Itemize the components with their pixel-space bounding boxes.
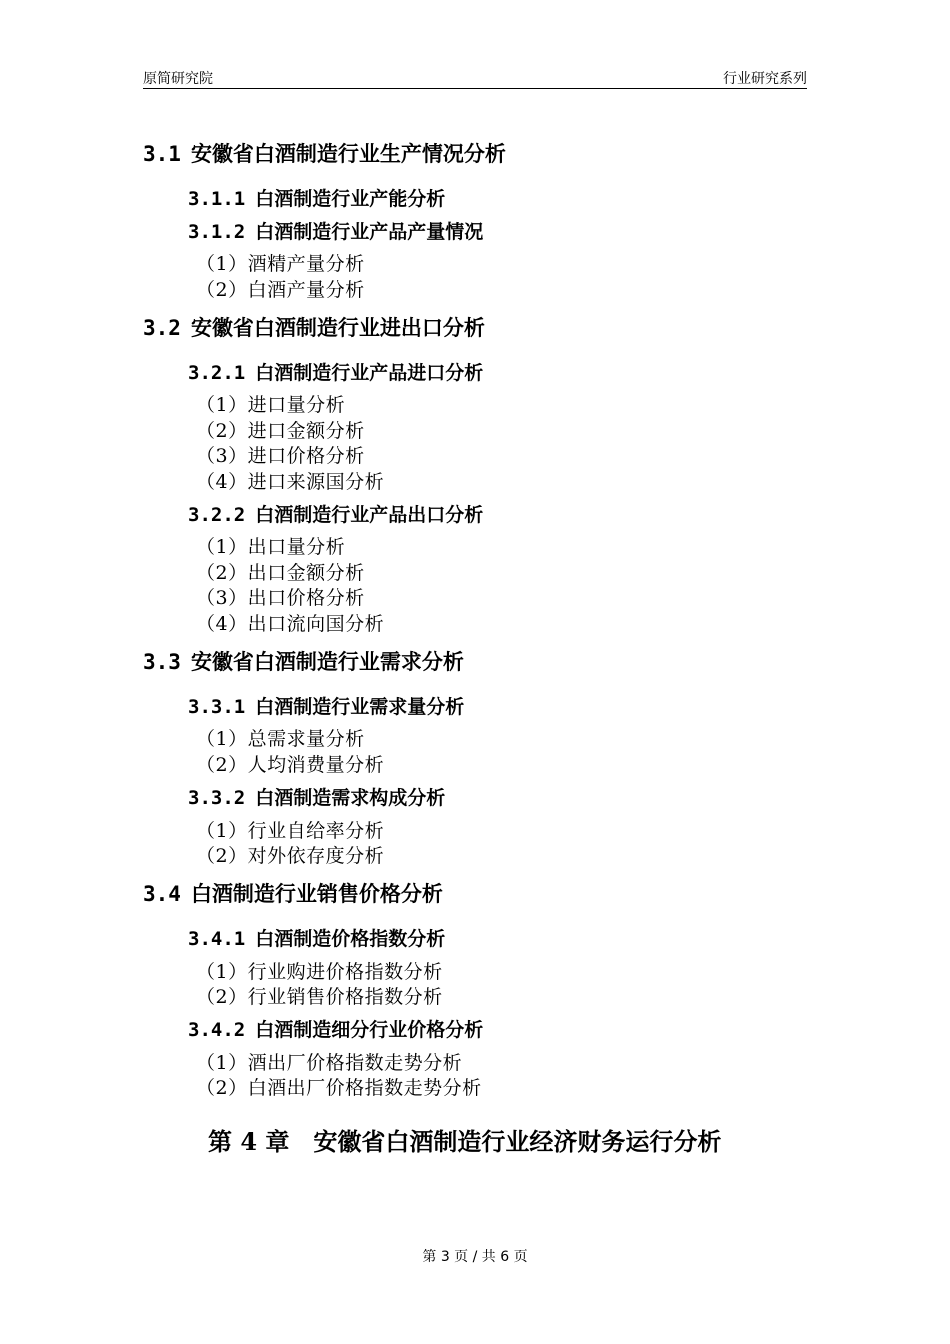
toc-item[interactable]: （1）行业购进价格指数分析 xyxy=(196,961,443,983)
subsection-title: 白酒制造行业产能分析 xyxy=(255,188,446,210)
toc-item[interactable]: （2）出口金额分析 xyxy=(196,562,365,584)
section-number: 3.1 xyxy=(143,142,181,166)
toc-item[interactable]: （1）进口量分析 xyxy=(196,394,346,416)
subsection-number: 3.2.2 xyxy=(188,504,246,526)
subsection-title: 白酒制造需求构成分析 xyxy=(255,787,446,809)
subsection-title: 白酒制造价格指数分析 xyxy=(255,928,446,950)
section-number: 3.4 xyxy=(143,882,181,906)
subsection-title: 白酒制造行业产品出口分析 xyxy=(255,504,484,526)
toc-item[interactable]: （1）行业自给率分析 xyxy=(196,820,385,842)
subsection-number: 3.1.2 xyxy=(188,221,246,243)
toc-subsection-3-2-2[interactable] xyxy=(188,500,483,527)
section-title: 安徽省白酒制造行业需求分析 xyxy=(190,650,464,674)
toc-item[interactable]: （1）酒出厂价格指数走势分析 xyxy=(196,1052,463,1074)
toc-chapter-4[interactable] xyxy=(208,1122,721,1157)
header-organization: 原简研究院 xyxy=(143,71,213,87)
toc-item[interactable]: （4）出口流向国分析 xyxy=(196,613,385,635)
section-number: 3.3 xyxy=(143,650,181,674)
toc-item[interactable]: （2）进口金额分析 xyxy=(196,420,365,442)
section-title: 白酒制造行业销售价格分析 xyxy=(190,882,443,906)
toc-item[interactable]: （2）对外依存度分析 xyxy=(196,845,385,867)
toc-item[interactable]: （2）白酒产量分析 xyxy=(196,279,365,301)
subsection-number: 3.4.1 xyxy=(188,928,246,950)
subsection-title: 白酒制造行业产品产量情况 xyxy=(255,221,484,243)
toc-subsection-3-4-2[interactable] xyxy=(188,1015,483,1042)
toc-subsection-3-1-2[interactable] xyxy=(188,217,483,244)
page-footer xyxy=(0,1246,950,1266)
toc-subsection-3-1-1[interactable] xyxy=(188,184,445,211)
toc-item[interactable]: （4）进口来源国分析 xyxy=(196,471,385,493)
toc-item[interactable]: （2）人均消费量分析 xyxy=(196,754,385,776)
subsection-number: 3.3.2 xyxy=(188,787,246,809)
toc-section-3-2[interactable] xyxy=(143,312,485,342)
toc-subsection-3-4-1[interactable] xyxy=(188,924,445,951)
toc-item[interactable]: （2）行业销售价格指数分析 xyxy=(196,986,443,1008)
toc-item[interactable]: （1）出口量分析 xyxy=(196,536,346,558)
subsection-number: 3.4.2 xyxy=(188,1019,246,1041)
toc-subsection-3-2-1[interactable] xyxy=(188,358,483,385)
subsection-title: 白酒制造细分行业价格分析 xyxy=(255,1019,484,1041)
toc-section-3-3[interactable] xyxy=(143,646,464,676)
subsection-number: 3.3.1 xyxy=(188,696,246,718)
header-series: 行业研究系列 xyxy=(723,71,807,87)
chapter-title: 安徽省白酒制造行业经济财务运行分析 xyxy=(313,1127,722,1156)
subsection-number: 3.2.1 xyxy=(188,362,246,384)
subsection-number: 3.1.1 xyxy=(188,188,246,210)
toc-item[interactable]: （1）酒精产量分析 xyxy=(196,253,365,275)
toc-section-3-1[interactable] xyxy=(143,138,506,168)
subsection-title: 白酒制造行业产品进口分析 xyxy=(255,362,484,384)
toc-subsection-3-3-2[interactable] xyxy=(188,783,445,810)
subsection-title: 白酒制造行业需求量分析 xyxy=(255,696,465,718)
toc-section-3-4[interactable] xyxy=(143,878,443,908)
toc-item[interactable]: （3）进口价格分析 xyxy=(196,445,365,467)
toc-item[interactable]: （1）总需求量分析 xyxy=(196,728,365,750)
toc-item[interactable]: （3）出口价格分析 xyxy=(196,587,365,609)
toc-subsection-3-3-1[interactable] xyxy=(188,692,464,719)
chapter-label: 第 4 章 xyxy=(208,1127,290,1156)
page-number: 第 3 页 / 共 6 页 xyxy=(422,1249,528,1265)
section-title: 安徽省白酒制造行业生产情况分析 xyxy=(190,142,506,166)
section-title: 安徽省白酒制造行业进出口分析 xyxy=(190,316,485,340)
section-number: 3.2 xyxy=(143,316,181,340)
toc-item[interactable]: （2）白酒出厂价格指数走势分析 xyxy=(196,1077,482,1099)
